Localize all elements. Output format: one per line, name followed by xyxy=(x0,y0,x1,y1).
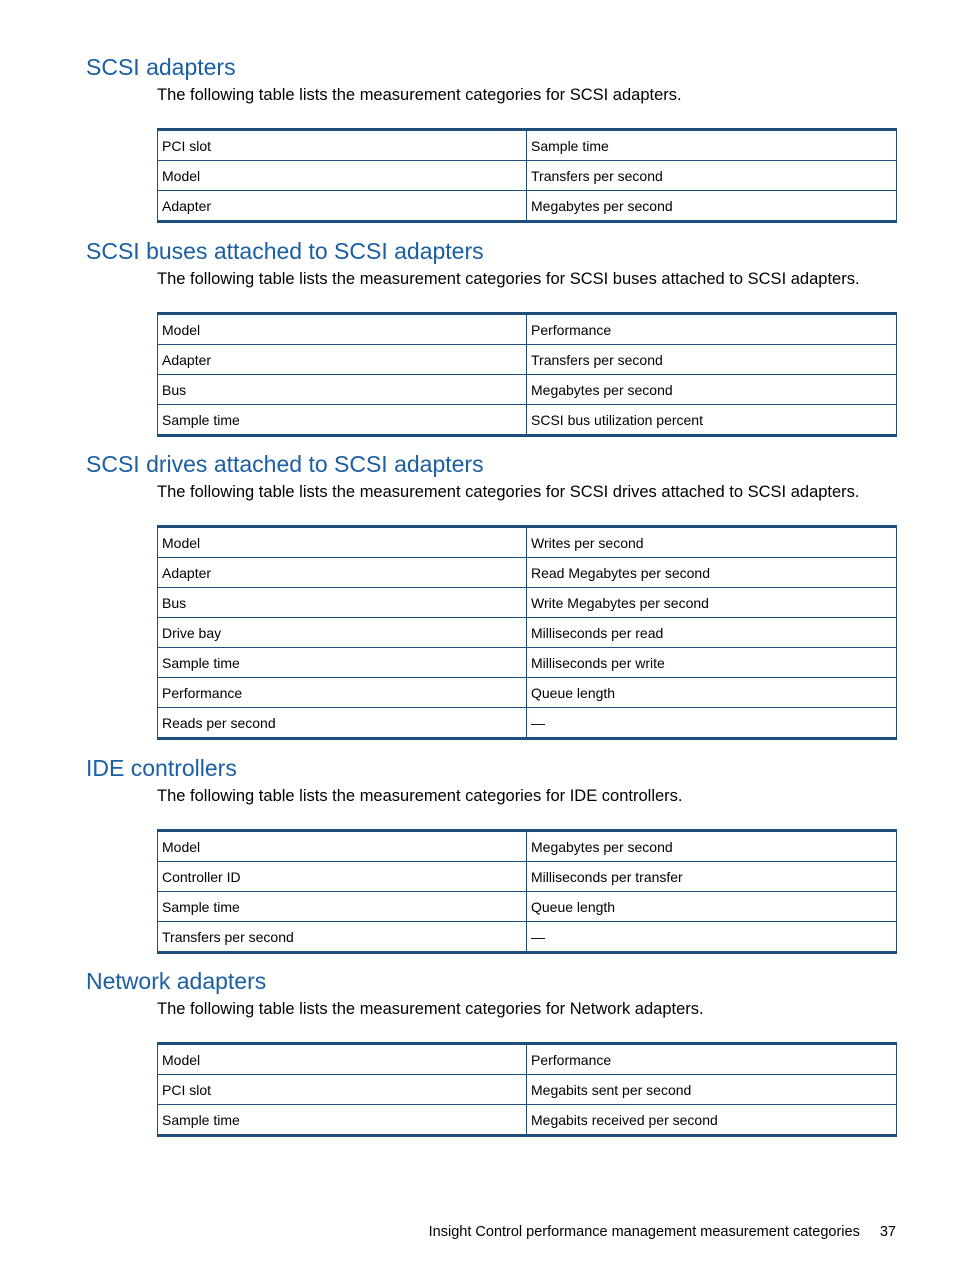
section-heading: IDE controllers xyxy=(86,755,237,781)
table-cell: — xyxy=(527,708,897,739)
measurement-table xyxy=(157,128,897,223)
section-heading: SCSI buses attached to SCSI adapters xyxy=(86,238,484,264)
table-cell: Bus xyxy=(158,588,527,618)
table-cell: Transfers per second xyxy=(158,922,527,953)
table-row xyxy=(158,588,897,618)
footer-text: Insight Control performance management measurement categories xyxy=(428,1224,860,1240)
table-cell: Performance xyxy=(158,678,527,708)
table-cell: Megabits received per second xyxy=(527,1105,897,1136)
table-row xyxy=(158,831,897,862)
table-cell: Queue length xyxy=(527,892,897,922)
table-cell: Milliseconds per transfer xyxy=(527,862,897,892)
table-cell: Queue length xyxy=(527,678,897,708)
table-cell: Reads per second xyxy=(158,708,527,739)
table-row xyxy=(158,191,897,222)
table-cell: Megabytes per second xyxy=(527,191,897,222)
table-cell: Writes per second xyxy=(527,527,897,558)
table-cell: Transfers per second xyxy=(527,161,897,191)
table-cell: Adapter xyxy=(158,558,527,588)
table-row xyxy=(158,892,897,922)
table-cell: Transfers per second xyxy=(527,345,897,375)
table-row xyxy=(158,648,897,678)
table-cell: Drive bay xyxy=(158,618,527,648)
table-cell: SCSI bus utilization percent xyxy=(527,405,897,436)
table-cell: Model xyxy=(162,838,201,855)
table-row xyxy=(158,922,897,953)
section-intro-text: The following table lists the measurement categories for SCSI adapters. xyxy=(157,86,682,104)
table-cell: Model xyxy=(162,534,201,551)
table-cell: Model xyxy=(158,161,527,191)
table-cell: Milliseconds per write xyxy=(527,648,897,678)
table-row xyxy=(158,130,897,161)
table-row xyxy=(158,862,897,892)
table-cell: Bus xyxy=(158,375,527,405)
table-cell: Megabytes per second xyxy=(527,831,897,862)
section-heading: SCSI drives attached to SCSI adapters xyxy=(86,451,484,477)
table-cell: Sample time xyxy=(158,648,527,678)
table-cell: Model xyxy=(162,1051,201,1068)
page-footer xyxy=(429,1223,896,1241)
table-cell: Sample time xyxy=(158,892,527,922)
measurement-table xyxy=(157,525,897,740)
table-cell: Performance xyxy=(527,314,897,345)
table-row xyxy=(158,1105,897,1136)
table-cell: Read Megabytes per second xyxy=(527,558,897,588)
table-cell: Megabits sent per second xyxy=(527,1075,897,1105)
table-row xyxy=(158,314,897,345)
table-row xyxy=(158,405,897,436)
table-cell: Adapter xyxy=(158,345,527,375)
table-cell: PCI slot xyxy=(162,137,212,154)
section-heading: SCSI adapters xyxy=(86,54,236,80)
section-heading: Network adapters xyxy=(86,968,267,994)
section-intro-text: The following table lists the measurement categories for IDE controllers. xyxy=(157,787,683,805)
section-intro-text: The following table lists the measurement categories for SCSI drives attached to SCSI adapters. xyxy=(157,483,860,501)
table-cell: Model xyxy=(162,321,201,338)
table-cell: Write Megabytes per second xyxy=(527,588,897,618)
section-intro-text: The following table lists the measurement categories for Network adapters. xyxy=(157,1000,704,1018)
table-cell: PCI slot xyxy=(158,1075,527,1105)
table-cell: Controller ID xyxy=(158,862,527,892)
measurement-table xyxy=(157,829,897,954)
table-cell: Milliseconds per read xyxy=(527,618,897,648)
table-row xyxy=(158,375,897,405)
table-row xyxy=(158,558,897,588)
measurement-table xyxy=(157,1042,897,1137)
table-cell: — xyxy=(527,922,897,953)
measurement-table xyxy=(157,312,897,437)
table-row xyxy=(158,1044,897,1075)
table-row xyxy=(158,345,897,375)
page-number: 37 xyxy=(879,1224,896,1240)
table-cell: Sample time xyxy=(158,1105,527,1136)
table-row xyxy=(158,678,897,708)
table-row xyxy=(158,1075,897,1105)
table-cell: Performance xyxy=(527,1044,897,1075)
table-cell: Adapter xyxy=(158,191,527,222)
table-row xyxy=(158,527,897,558)
table-row xyxy=(158,618,897,648)
table-cell: Sample time xyxy=(158,405,527,436)
table-row xyxy=(158,708,897,739)
table-row xyxy=(158,161,897,191)
section-intro-text: The following table lists the measurement categories for SCSI buses attached to SCSI adapters. xyxy=(157,270,860,288)
table-cell: Megabytes per second xyxy=(527,375,897,405)
table-cell: Sample time xyxy=(527,130,897,161)
